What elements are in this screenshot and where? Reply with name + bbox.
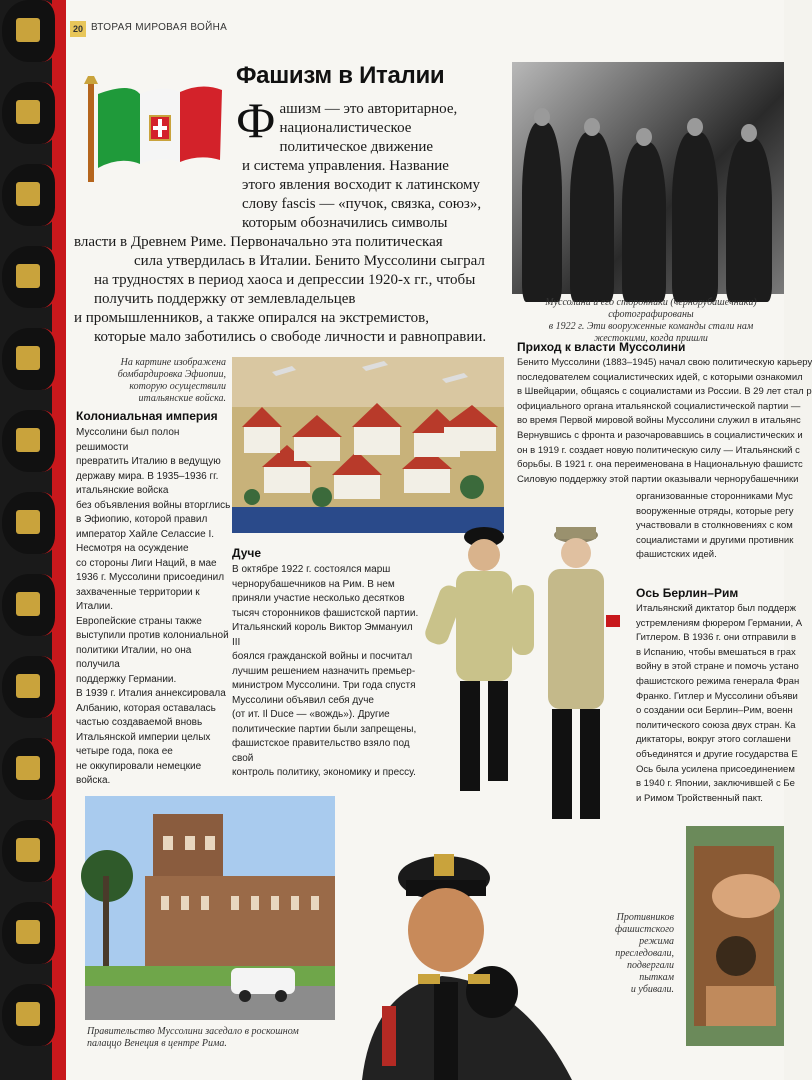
intro-line: власти в Древнем Риме. Первоначально эта политическая: [74, 234, 443, 250]
fascist-cap-icon: [2, 164, 58, 226]
fascist-cap-icon: [2, 410, 58, 472]
fascist-cap-icon: [2, 820, 58, 882]
fascist-cap-icon: [2, 902, 58, 964]
torture-caption: Противников фашистского режима преследовали, подвергали пыткам и убивали.: [615, 912, 674, 995]
intro-line: и система управления. Название: [242, 158, 449, 174]
fascist-cap-icon: [2, 984, 58, 1046]
page-title: Фашизм в Италии: [236, 62, 445, 89]
intro-line: националистическое: [279, 120, 412, 136]
palazzo-venezia-photo: [85, 796, 335, 1020]
torture-illustration: [686, 806, 784, 1046]
duce-text: В октябре 1922 г. состоялся марш чернорубашечников на Рим. В нем приняли участие несколько десятков тысяч сторонников фашистской партии. Итальянский король Виктор Эммануил III боялся гражданской войны и посчитал лучшим решением назначить премьер- министром Муссолини. Три года спустя Муссолини объявил себя дуче (от ит. Il Duce — «вождь»). Другие политические партии были запрещены, фашистское правительство взяло под свой контроль политику, экономику и прессу.: [232, 564, 419, 778]
palazzo-caption: Правительство Муссолини заседало в роскошном палаццо Венеция в центре Рима.: [87, 1026, 299, 1049]
intro-line: получить поддержку от землевладельцев: [94, 291, 356, 307]
fascist-cap-icon: [2, 82, 58, 144]
intro-line: сила утвердилась в Италии. Бенито Муссолини сыграл: [134, 253, 485, 269]
intro-line: слову fascis — «пучок, связка, союз»,: [242, 196, 482, 212]
rise-to-power-text: Бенито Муссолини (1883–1945) начал свою политическую карьеру последователем социалистических идей, с которыми ознакомил в Швейцарии, общаясь с социалистами из России. В 29 лет стал р официального органа итальянской социалистической партии — во время Первой мировой войны Муссолини служил в итальянс Вернувшись с фронта и разочаровавшись в социалистических и он в 1919 г. создает новую политическую силу — Итальянский с борьбы. В 1921 г. она переименована в Национальную фашистс Силовую поддержку этой партии оказывали чернорубашечники: [517, 357, 812, 485]
fascist-cap-icon: [2, 492, 58, 554]
fascist-cap-icon: [2, 246, 58, 308]
blackshirts-photo-caption: Муссолини и его сторонники (чернорубашечники) сфотографированы в 1922 г. Эти вооруженные команды стали нам жестокими, когда пришли: [545, 297, 757, 344]
intro-line: на трудностях в период хаоса и депрессии 1920-х гг., чтобы: [94, 272, 476, 288]
blackshirts-photo: [512, 62, 784, 294]
fascist-cap-icon: [2, 0, 58, 62]
axis-text: Итальянский диктатор был поддерж устремлениям фюрером Германии, А Гитлером. В 1936 г. они отправили в в Испанию, чтобы вмешаться в грах войну в этой стране и помочь устано фашистского режима генерала Фран Франко. Гитлер и Муссолини объяви о создании оси Берлин–Рим, военн политического союза двух стран. Ка диктаторы, вокруг этого соглашени объединятся и другие государства Е Ось была усилена присоединением в 1940 г. Японии, заключившей с Бе и Римом Тройственный пакт.: [636, 603, 803, 804]
rise-to-power-continued: организованные сторонниками Мус вооруженные отряды, которые регу участвовали в столкновениях с ком социалистами и другими противник фашистских идей.: [636, 491, 794, 561]
fascist-cap-icon: [2, 738, 58, 800]
intro-line: ашизм — это авторитарное,: [279, 101, 458, 117]
colonial-empire-heading: Колониальная империя: [76, 409, 218, 423]
intro-line: этого явления восходит к латинскому: [242, 177, 481, 193]
page-binding: [0, 0, 66, 1080]
intro-line: политическое движение: [279, 139, 434, 155]
mussolini-hitler-illustration: [414, 515, 634, 845]
fascist-cap-icon: [2, 656, 58, 718]
axis-heading: Ось Берлин–Рим: [636, 586, 739, 600]
palazzo-illustration: [85, 796, 335, 1020]
mussolini-portrait-illustration: [342, 842, 592, 1080]
intro-line: которым обозначились символы: [242, 215, 448, 231]
ethiopia-bombing-painting: [232, 357, 504, 533]
fascist-cap-icon: [2, 328, 58, 390]
intro-paragraph: [74, 92, 514, 347]
page-number: 20: [70, 21, 86, 37]
colonial-empire-text: Муссолини был полон решимости превратить Италию в ведущую державу мира. В 1935–1936 гг. итальянские войска без объявления войны вторглись в Эфиопию, которой правил император Хайле Селассие I. Несмотря на осуждение со стороны Лиги Наций, в мае 1936 г. Муссолини присоединил захваченные территории к Италии. Европейские страны также выступили против колониальной политики Италии, но она получила поддержку Германии. В 1939 г. Италия аннексировала Албанию, которая оставалась частью создаваемой вновь Итальянской империи целых четыре года, пока ее не оккупировали немецкие войска.: [76, 427, 231, 786]
painting-illustration: [232, 357, 504, 533]
intro-line: и промышленников, а также опирался на экстремистов,: [74, 310, 429, 326]
book-page: [66, 0, 812, 1080]
duce-heading: Дуче: [232, 546, 262, 560]
rise-to-power-heading: Приход к власти Муссолини: [517, 340, 686, 354]
intro-line: которые мало заботились о свободе личности и равноправии.: [94, 329, 487, 345]
dropcap: Ф: [236, 92, 276, 148]
painting-caption: На картине изображена бомбардировка Эфиопии, которую осуществили итальянские войска.: [117, 357, 226, 404]
fascist-cap-icon: [2, 574, 58, 636]
running-head: ВТОРАЯ МИРОВАЯ ВОЙНА: [91, 22, 228, 33]
